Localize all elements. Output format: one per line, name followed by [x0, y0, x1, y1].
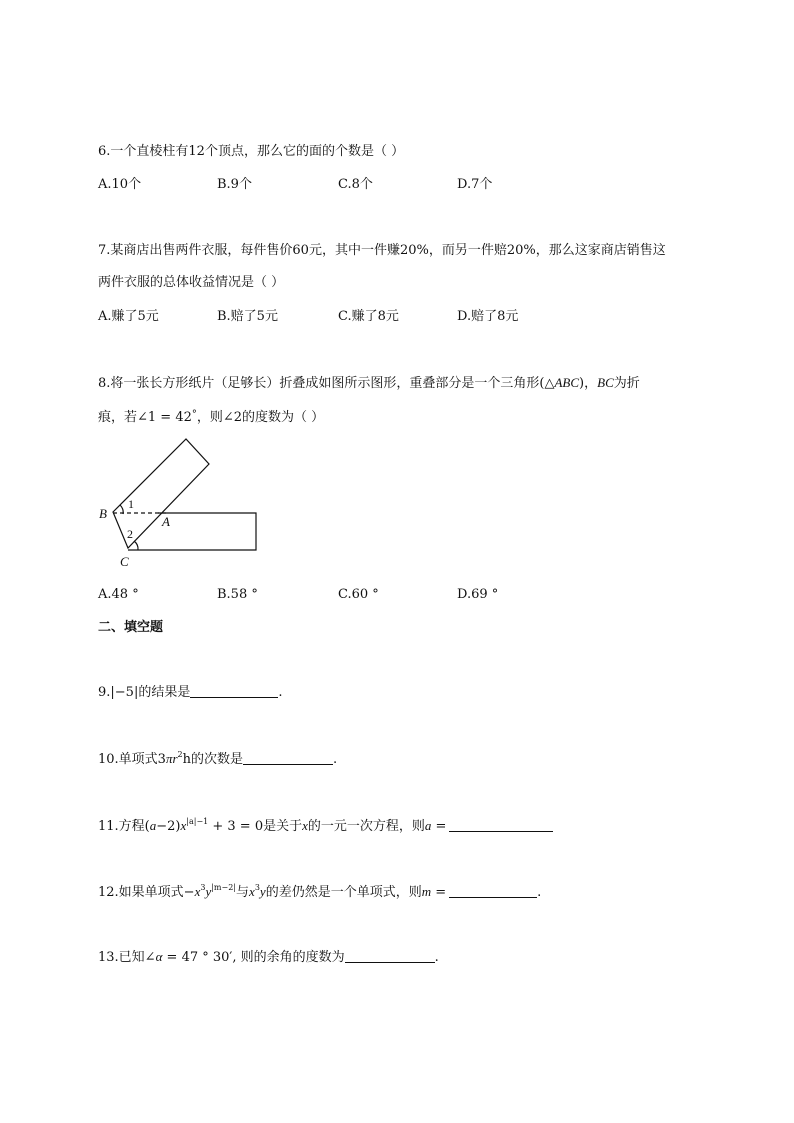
q12-eq: =: [431, 885, 447, 900]
answer-blank[interactable]: [449, 884, 537, 898]
q12-suffix: .: [537, 885, 542, 900]
q9-suffix: .: [278, 685, 283, 700]
q12-text: 与: [236, 885, 250, 900]
q7-option-d: D.赔了8元: [457, 309, 519, 324]
q11-a: a: [424, 818, 432, 833]
q13-suffix: .: [434, 950, 439, 965]
q10-pi: π: [165, 751, 173, 766]
q12-exp: |m−2|: [211, 883, 237, 892]
degree-symbol: °: [191, 409, 197, 420]
answer-blank[interactable]: [243, 751, 333, 765]
q12-text: 12.如果单项式−: [98, 885, 195, 900]
q11-x: x: [180, 818, 187, 833]
q12-y: y: [259, 884, 266, 899]
q11-text: −2): [156, 819, 181, 834]
q8-option-d: D.69 °: [457, 587, 499, 602]
q12-y: y: [205, 884, 212, 899]
label-b: B: [99, 506, 107, 521]
question-9: [98, 684, 282, 702]
q8-text: 为折: [613, 376, 640, 391]
angle-1-arc: [120, 505, 123, 514]
q10-text: 的次数是: [191, 752, 244, 767]
q12-exp: 3: [200, 883, 206, 892]
q6-option-b: B.9个: [217, 177, 252, 192]
q10-text: 10.单项式3: [98, 752, 166, 767]
label-angle-2: 2: [127, 527, 133, 541]
q11-text: 的一元一次方程，则: [307, 819, 425, 834]
q8-text: )，: [579, 376, 598, 391]
label-a: A: [162, 514, 170, 529]
q10-h: h: [182, 752, 191, 767]
q8-text: 8.将一张长方形纸片（足够长）折叠成如图所示图形，重叠部分是一个三角形(: [98, 376, 545, 391]
q12-x: x: [249, 884, 255, 899]
q10-suffix: .: [333, 752, 338, 767]
q12-x: x: [194, 884, 201, 899]
q11-eq: =: [431, 819, 447, 834]
q11-exp: |a|−1: [186, 817, 209, 826]
question-8-stem-line-1: [98, 374, 640, 393]
q7-option-b: B.赔了5元: [217, 309, 278, 324]
answer-blank[interactable]: [449, 818, 553, 832]
q7-option-a: A.赚了5元: [98, 309, 159, 324]
answer-blank[interactable]: [190, 684, 278, 698]
q8-text: ，则∠2的度数为（ ）: [196, 410, 325, 425]
q8-bc: BC: [597, 375, 614, 390]
label-c: C: [120, 554, 129, 569]
q12-m: m: [421, 884, 432, 899]
question-10: [98, 750, 337, 769]
q11-a: a: [149, 818, 157, 833]
q8-option-a: A.48 °: [98, 587, 139, 602]
q13-text: = 47 ° 30′, 则的余角的度数为: [162, 950, 345, 965]
q6-option-c: C.8个: [338, 177, 373, 192]
triangle-symbol: △: [544, 376, 555, 391]
q8-text: 痕，若∠1 = 42: [98, 410, 192, 425]
q11-x: x: [302, 818, 308, 833]
q11-text: + 3 = 0是关于: [208, 819, 303, 834]
horizontal-strip: [128, 513, 256, 550]
q13-alpha: α: [155, 949, 163, 964]
q11-text: 11.方程(: [98, 819, 150, 834]
question-7-stem-line-1: 7.某商店出售两件衣服，每件售价60元，其中一件赚20%，而另一件赔20%，那么这家商店销售这: [98, 243, 666, 258]
question-12: [98, 883, 541, 902]
q10-exp: 2: [177, 750, 183, 759]
question-11: [98, 817, 553, 836]
section-2-title: 二、填空题: [98, 620, 164, 635]
angle-2-arc: [134, 541, 138, 550]
q7-option-c: C.赚了8元: [338, 309, 399, 324]
q8-option-c: C.60 °: [338, 587, 379, 602]
q12-exp: 3: [254, 883, 260, 892]
question-6-stem: 6.一个直棱柱有12个顶点，那么它的面的个数是（ ）: [98, 144, 405, 159]
q9-text: 9.|−5|的结果是: [98, 685, 191, 700]
q13-text: 13.已知∠: [98, 950, 156, 965]
q12-text: 的差仍然是一个单项式，则: [265, 885, 422, 900]
question-8-stem-line-2: [98, 406, 324, 427]
answer-blank[interactable]: [345, 949, 435, 963]
q10-r: r: [172, 751, 178, 766]
q6-option-d: D.7个: [457, 177, 493, 192]
q8-option-b: B.58 °: [217, 587, 258, 602]
question-13: [98, 948, 439, 967]
q6-option-a: A.10个: [98, 177, 142, 192]
question-7-stem-line-2: 两件衣服的总体收益情况是（ ）: [98, 275, 285, 290]
tilted-strip: [113, 439, 209, 548]
q8-abc: ABC: [554, 375, 580, 390]
label-angle-1: 1: [128, 497, 134, 511]
